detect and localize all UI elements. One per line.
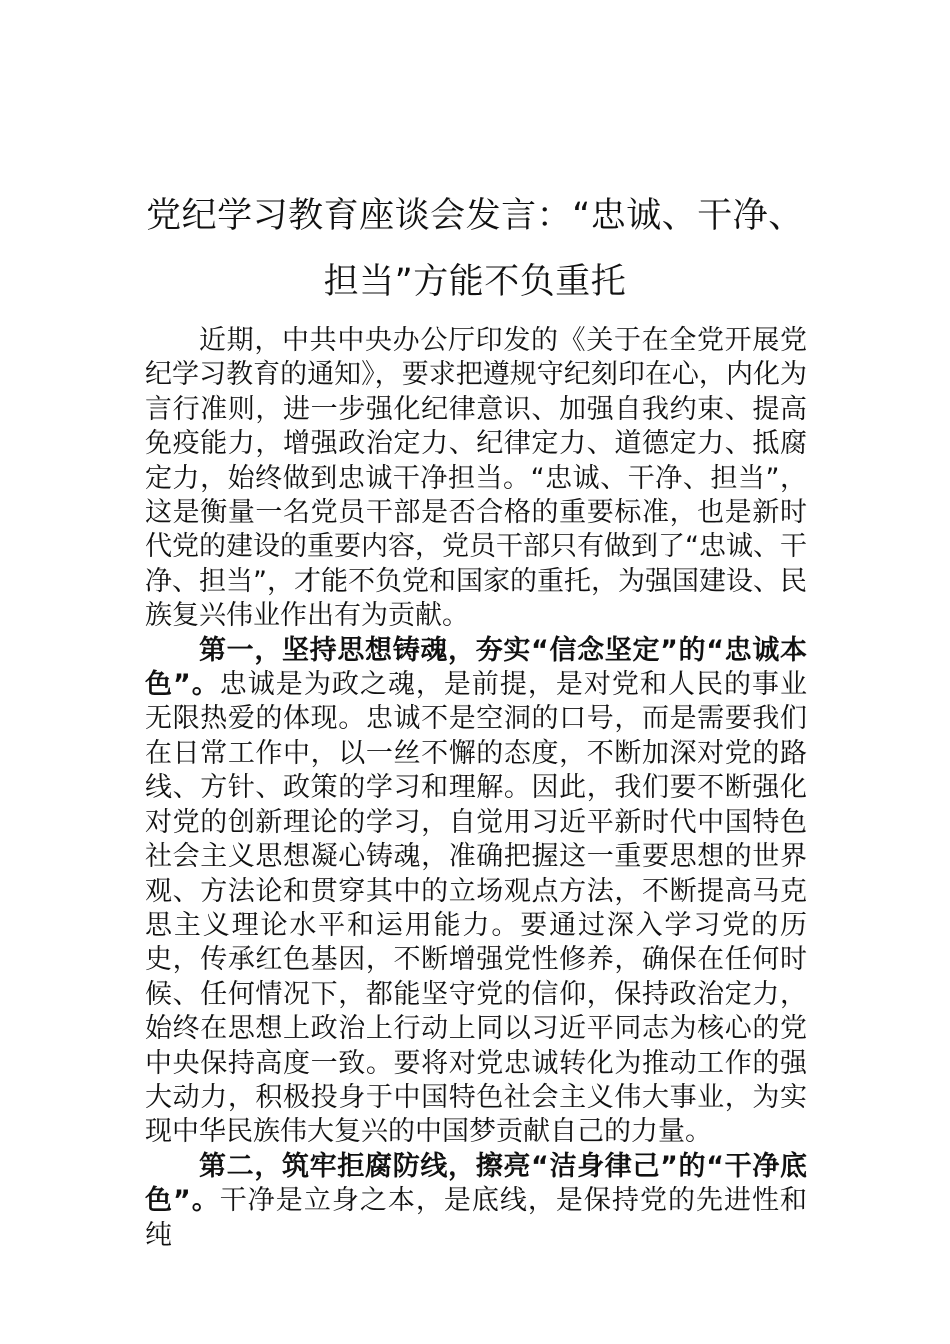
document-body	[145, 324, 807, 1253]
paragraph-text: 忠诚是为政之魂，是前提，是对党和人民的事业无限热爱的体现。忠诚不是空洞的口号，而是需要我们在日常工作中，以一丝不懈的态度，不断加深对党的路线、方针、政策的学习和理解。因此，我们要不断强化对党的创新理论的学习，自觉用习近平新时代中国特色社会主义思想凝心铸魂，准确把握这一重要思想的世界观、方法论和贯穿其中的立场观点方法，不断提高马克思主义理论水平和运用能力。要通过深入学习党的历史，传承红色基因，不断增强党性修养，确保在任何时候、任何情况下，都能坚守党的信仰，保持政治定力，始终在思想上政治上行动上同以习近平同志为核心的党中央保持高度一致。要将对党忠诚转化为推动工作的强大动力，积极投身于中国特色社会主义伟大事业，为实现中华民族伟大复兴的中国梦贡献自己的力量。	[145, 669, 807, 1148]
paragraph-first-point	[145, 634, 807, 1150]
title-line-1: 党纪学习教育座谈会发言：“忠诚、干净、	[146, 196, 804, 237]
paragraph-text: 近期，中共中央办公厅印发的《关于在全党开展党纪学习教育的通知》，要求把遵规守纪刻印在心，内化为言行准则，进一步强化纪律意识、加强自我约束、提高免疫能力，增强政治定力、纪律定力、道德定力、抵腐定力，始终做到忠诚干净担当。“忠诚、干净、担当”，这是衡量一名党员干部是否合格的重要标准，也是新时代党的建设的重要内容，党员干部只有做到了“忠诚、干净、担当”，才能不负党和国家的重托，为强国建设、民族复兴伟业作出有为贡献。	[145, 325, 807, 632]
paragraph-lead: 第二，筑牢拒腐防线，擦亮“洁身律己”的“干净底色”。	[145, 1150, 807, 1217]
document-title	[130, 183, 820, 315]
paragraph-intro	[145, 324, 807, 634]
paragraph-text: 干净是立身之本，是底线，是保持党的先进性和纯	[145, 1185, 807, 1251]
paragraph-second-point	[145, 1150, 807, 1253]
paragraph-lead: 第一，坚持思想铸魂，夯实“信念坚定”的“忠诚本色”。	[145, 634, 807, 701]
title-line-2: 担当”方能不负重托	[323, 262, 627, 303]
